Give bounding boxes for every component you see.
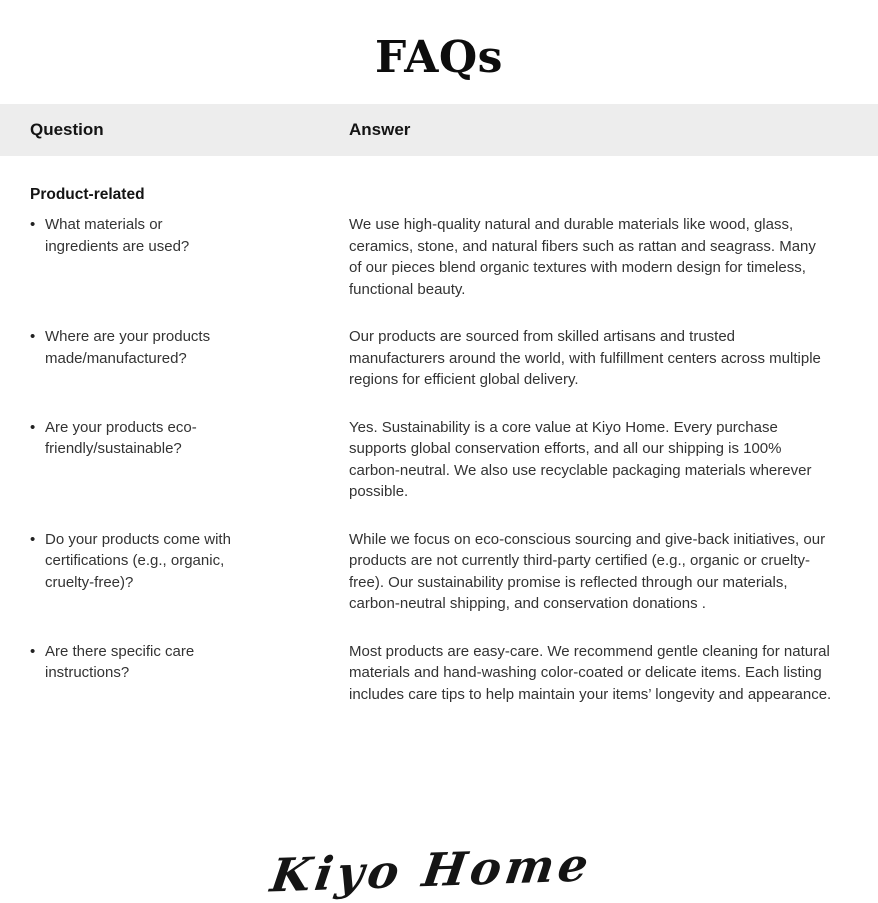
footer-logo-area	[30, 837, 832, 903]
faq-row	[30, 417, 832, 503]
question-cell	[30, 417, 349, 460]
question-text: • Do your products come with certifications (e.g., organic, cruelty-free)?	[30, 529, 240, 594]
question-text: • Are your products eco-friendly/sustainable?	[30, 417, 240, 460]
question-cell	[30, 641, 349, 684]
section-title: Product-related	[30, 186, 145, 203]
answer-text: We use high-quality natural and durable materials like wood, glass, ceramics, stone, and natural fibers such as rattan and seagrass. Many of our pieces blend organic textures with modern design for timeless, functional beauty.	[349, 216, 816, 298]
question-text: • Where are your products made/manufactured?	[30, 326, 240, 369]
faq-row	[30, 641, 832, 706]
faq-row	[30, 326, 832, 391]
question-text: • Are there specific care instructions?	[30, 641, 240, 684]
column-header-answer: Answer	[349, 120, 411, 139]
question-cell	[30, 214, 349, 257]
question-cell	[30, 529, 349, 594]
brand-logo: Kiyo Home	[266, 837, 596, 903]
column-header-question: Question	[30, 120, 104, 139]
table-header	[0, 104, 878, 156]
faq-row	[30, 529, 832, 615]
answer-text: Most products are easy-care. We recommend gentle cleaning for natural materials and hand-washing color-coated or delicate items. Each listing includes care tips to help maintain your items’ longevity and appearance.	[349, 642, 832, 703]
answer-text: While we focus on eco-conscious sourcing and give-back initiatives, our products are not currently third-party certified (e.g., organic or cruelty-free). Our sustainability promise is reflected through our materials, carbon-neutral shipping, and conservation donations .	[349, 530, 826, 612]
masthead	[0, 0, 878, 104]
page-title: FAQs	[375, 32, 503, 83]
answer-text: Yes. Sustainability is a core value at Kiyo Home. Every purchase supports global conservation efforts, and all our shipping is 100% carbon-neutral. We also use recyclable packaging materials wherever possible.	[349, 418, 812, 500]
question-text: • What materials or ingredients are used?	[30, 214, 240, 257]
answer-text: Our products are sourced from skilled artisans and trusted manufacturers around the world, with fulfillment centers across multiple regions for efficient global delivery.	[349, 328, 821, 388]
question-cell	[30, 326, 349, 369]
faq-content	[0, 184, 878, 903]
faq-row	[30, 214, 832, 300]
